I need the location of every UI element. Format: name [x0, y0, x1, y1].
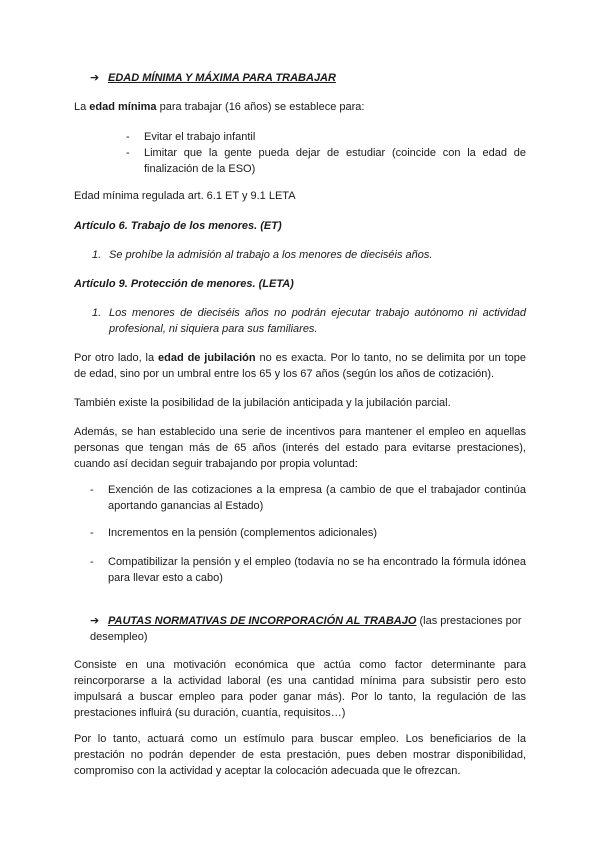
- section-heading-edad: [90, 70, 526, 86]
- article9-title: Artículo 9. Protección de menores. (LETA): [74, 278, 294, 290]
- list-item: 1. Se prohíbe la admisión al trabajo a los menores de dieciséis años.: [92, 249, 433, 261]
- list-item: - Exención de las cotizaciones a la empresa (a cambio de que el trabajador continúa aportando ganancias al Estado): [90, 484, 526, 512]
- section-heading-text: PAUTAS NORMATIVAS DE INCORPORACIÓN AL TRABAJO: [108, 615, 417, 627]
- retirement-paragraph: Por otro lado, la edad de jubilación no es exacta. Por lo tanto, no se delimita por un tope de edad, sino por un umbral entre los 65 y los 67 años (según los años de cotización).: [74, 352, 526, 380]
- section-heading-pautas: [90, 613, 526, 645]
- list-item: 1. Los menores de dieciséis años no podrán ejecutar trabajo autónomo ni actividad profesional, ni siquiera para sus familiares.: [92, 307, 526, 335]
- arrow-icon: ➔: [90, 615, 100, 627]
- incentives-list: [90, 482, 526, 514]
- retirement-bold: edad de jubilación: [158, 352, 256, 364]
- early-retirement-paragraph: También existe la posibilidad de la jubilación anticipada y la jubilación parcial.: [74, 397, 451, 409]
- arrow-icon: ➔: [90, 72, 100, 84]
- incentives-intro: Además, se han establecido una serie de incentivos para mantener el empleo en aquellas personas que tengan más de 65 años (interés del estado para evitarse prestaciones), cuando así decidan seguir trabajando por propia voluntad:: [74, 426, 526, 470]
- intro-paragraph: La edad mínima para trabajar (16 años) se establece para:: [74, 101, 365, 113]
- article6-title: Artículo 6. Trabajo de los menores. (ET): [74, 220, 282, 232]
- list-item: - Limitar que la gente pueda dejar de estudiar (coincide con la edad de finalización de la ESO): [126, 147, 526, 175]
- regulation-note: Edad mínima regulada art. 6.1 ET y 9.1 LETA: [74, 190, 296, 202]
- incentives-list-3: [90, 554, 526, 586]
- motivation-paragraph: Consiste en una motivación económica que actúa como factor determinante para reincorporarse a la actividad laboral (es una cantidad mínima para subsistir pero esto impulsará a buscar empleo para poder ganar más). Por lo tanto, la regulación de las prestaciones influirá (su duración, cuantía, requisitos…): [74, 659, 526, 719]
- list-item: - Compatibilizar la pensión y el empleo (todavía no se ha encontrado la fórmula idónea para llevar esto a cabo): [90, 556, 526, 584]
- section-heading-text: EDAD MÍNIMA Y MÁXIMA PARA TRABAJAR: [108, 72, 336, 84]
- section-heading-suffix: (las prestaciones por desempleo): [90, 615, 522, 643]
- intro-bold: edad mínima: [89, 101, 157, 113]
- list-item: - Incrementos en la pensión (complementos adicionales): [90, 527, 378, 539]
- article6-list: [92, 247, 526, 263]
- incentives-list-2: [90, 525, 526, 541]
- list-item: - Evitar el trabajo infantil: [126, 131, 256, 143]
- article9-list: [92, 305, 526, 337]
- stimulus-paragraph: Por lo tanto, actuará como un estímulo para buscar empleo. Los beneficiarios de la prestación no podrán depender de esta prestación, pues deben mostrar disponibilidad, compromiso con la actividad y aceptar la colocación adecuada que le ofrezcan.: [74, 733, 526, 777]
- min-age-reasons-list: [126, 129, 526, 177]
